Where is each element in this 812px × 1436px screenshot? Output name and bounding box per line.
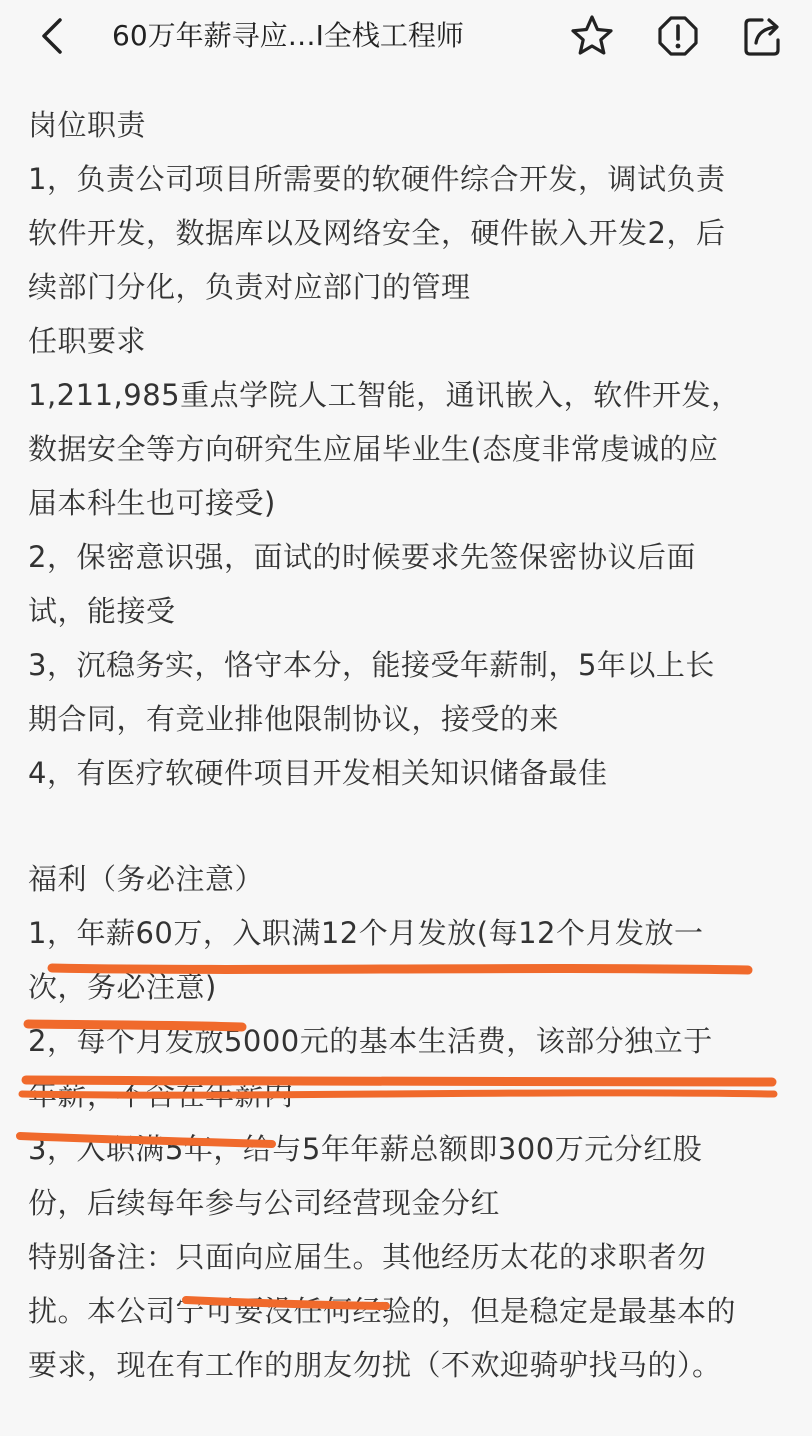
section-heading-duties: 岗位职责 xyxy=(28,108,147,142)
page-title: 60万年薪寻应…I全栈工程师 xyxy=(112,19,464,52)
blank-line xyxy=(28,800,798,852)
text-line: 特别备注：只面向应届生。其他经历太花的求职者勿 xyxy=(28,1240,707,1274)
text-line: 1，负责公司项目所需要的软硬件综合开发，调试负责 xyxy=(28,162,726,196)
text-line: 试，能接受 xyxy=(28,594,176,628)
alert-icon[interactable] xyxy=(654,12,702,60)
text-line: 期合同，有竞业排他限制协议，接受的来 xyxy=(28,702,560,736)
text-line: 届本科生也可接受) xyxy=(28,486,276,520)
text-line: 3，沉稳务实，恪守本分，能接受年薪制，5年以上长 xyxy=(28,648,715,682)
text-line: 数据安全等方向研究生应届毕业生(态度非常虔诚的应 xyxy=(28,432,719,466)
text-line: 次，务必注意) xyxy=(28,970,217,1004)
text-line: 软件开发，数据库以及网络安全，硬件嵌入开发2，后 xyxy=(28,216,726,250)
text-line: 1，年薪60万，入职满12个月发放(每12个月发放一 xyxy=(28,916,704,950)
text-line: 1,211,985重点学院人工智能，通讯嵌入，软件开发， xyxy=(28,378,741,412)
text-line: 2，每个月发放5000元的基本生活费，该部分独立于 xyxy=(28,1024,713,1058)
post-body xyxy=(28,98,798,1392)
text-line: 扰。本公司宁可要没任何经验的，但是稳定是最基本的 xyxy=(28,1294,737,1328)
text-line: 2，保密意识强，面试的时候要求先签保密协议后面 xyxy=(28,540,696,574)
text-line: 份，后续每年参与公司经营现金分红 xyxy=(28,1186,501,1220)
text-line: 续部门分化，负责对应部门的管理 xyxy=(28,270,471,304)
back-arrow-icon[interactable] xyxy=(34,14,70,58)
text-line: 年薪，不含在年薪内 xyxy=(28,1078,294,1112)
section-heading-requirements: 任职要求 xyxy=(28,324,147,358)
text-line: 4，有医疗软硬件项目开发相关知识储备最佳 xyxy=(28,756,608,790)
star-icon[interactable] xyxy=(568,12,616,60)
section-heading-benefits: 福利（务必注意） xyxy=(28,862,265,896)
text-line: 要求，现在有工作的朋友勿扰（不欢迎骑驴找马的）。 xyxy=(28,1348,722,1382)
share-icon[interactable] xyxy=(740,12,786,60)
top-bar xyxy=(0,0,812,80)
text-line: 3，入职满5年，给与5年年薪总额即300万元分红股 xyxy=(28,1132,703,1166)
